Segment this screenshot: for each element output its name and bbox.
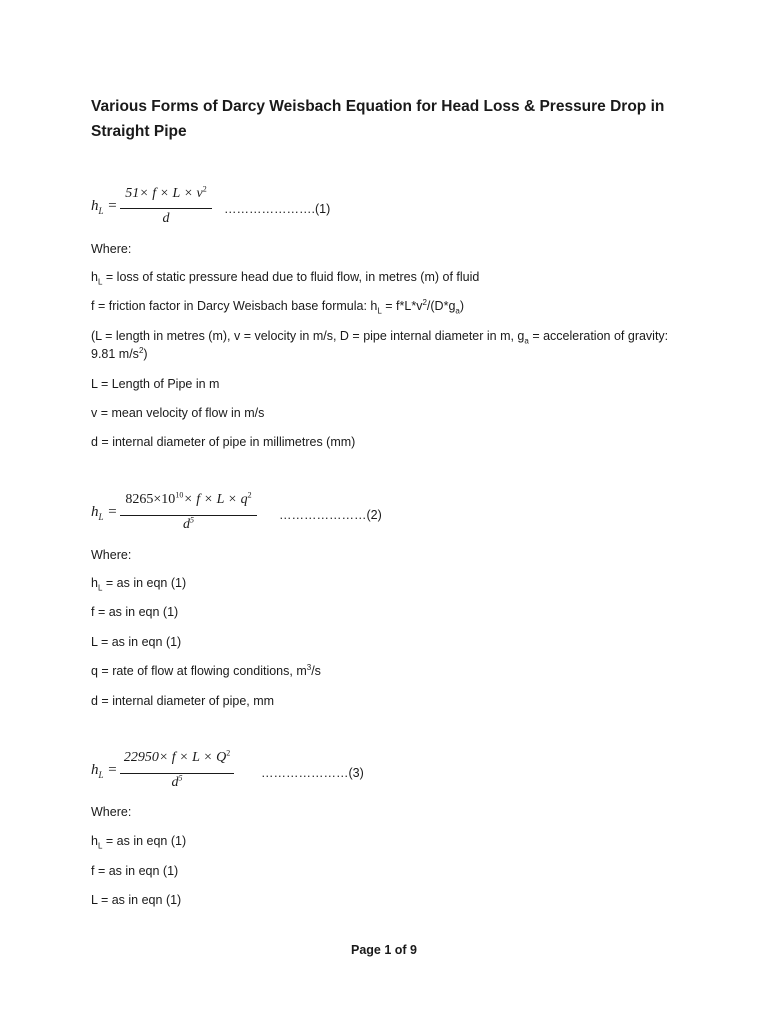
section-2-d-definition: d = internal diameter of pipe, mm: [91, 694, 275, 708]
equation-2-lhs: $h_L$ =: [91, 504, 118, 522]
section-1-where: Where:: [91, 242, 132, 256]
equation-2: [91, 492, 451, 538]
section-3-where: Where:: [91, 805, 132, 819]
equation-3: [91, 750, 431, 796]
equation-2-denominator: $d^5$: [183, 515, 194, 532]
equation-1: [91, 186, 391, 232]
section-2-L-definition: L = as in eqn (1): [91, 635, 182, 649]
section-3-L-definition: L = as in eqn (1): [91, 893, 182, 907]
equation-2-reference: …………………(2): [279, 508, 382, 522]
section-1-d-definition: d = internal diameter of pipe in millimetres (mm): [91, 435, 356, 449]
section-1-L-definition: L = Length of Pipe in m: [91, 377, 220, 391]
equation-2-numerator: $8265\times 10^{10}\times f \times L \times q^2$: [125, 490, 252, 507]
equation-3-denominator: $d^5$: [171, 773, 183, 790]
section-1-f-definition: f = friction factor in Darcy Weisbach base formula: $h_L = f*L*v^2/(D*g_a)$: [91, 297, 465, 316]
section-2-where: Where:: [91, 548, 132, 562]
section-1-v-definition: v = mean velocity of flow in m/s: [91, 406, 265, 420]
equation-3-fraction-bar: [120, 773, 234, 774]
equation-3-fraction: [120, 750, 234, 796]
equation-1-lhs: $h_L$ =: [91, 198, 118, 216]
equation-1-fraction: [120, 186, 212, 232]
page-number: Page 1 of 9: [351, 943, 417, 957]
equation-3-numerator: $22950\times f \times L \times Q^2$: [123, 748, 231, 765]
section-3-f-definition: f = as in eqn (1): [91, 864, 179, 878]
equation-3-reference: …………………(3): [261, 766, 364, 780]
equation-1-denominator: d: [162, 211, 170, 226]
equation-3-lhs: $h_L$ =: [91, 762, 118, 780]
section-3-hl-definition: $h_L$ = as in eqn (1): [91, 834, 187, 851]
section-2-q-definition: q = rate of flow at flowing conditions, $m^3/s$: [91, 662, 321, 678]
equation-2-fraction-bar: [120, 515, 257, 516]
section-2-hl-definition: $h_L$ = as in eqn (1): [91, 576, 187, 593]
section-2-f-definition: f = as in eqn (1): [91, 605, 179, 619]
page-title: Various Forms of Darcy Weisbach Equation for Head Loss & Pressure Drop in Straight Pipe: [91, 98, 665, 140]
section-1-hl-definition: $h_L$ = loss of static pressure head due to fluid flow, in metres (m) of fluid: [91, 270, 480, 287]
equation-1-reference: ………………….(1): [224, 202, 331, 216]
equation-2-fraction: [120, 492, 257, 538]
equation-1-numerator: $51\times f \times L \times v^2$: [125, 184, 207, 201]
equation-1-fraction-bar: [120, 208, 212, 209]
section-1-parenthetical: (L = length in metres (m), v = velocity in m/s, D = pipe internal diameter in m, $g_a$ = acceleration of gravity: 9.81 $m/s^2$): [91, 329, 669, 361]
